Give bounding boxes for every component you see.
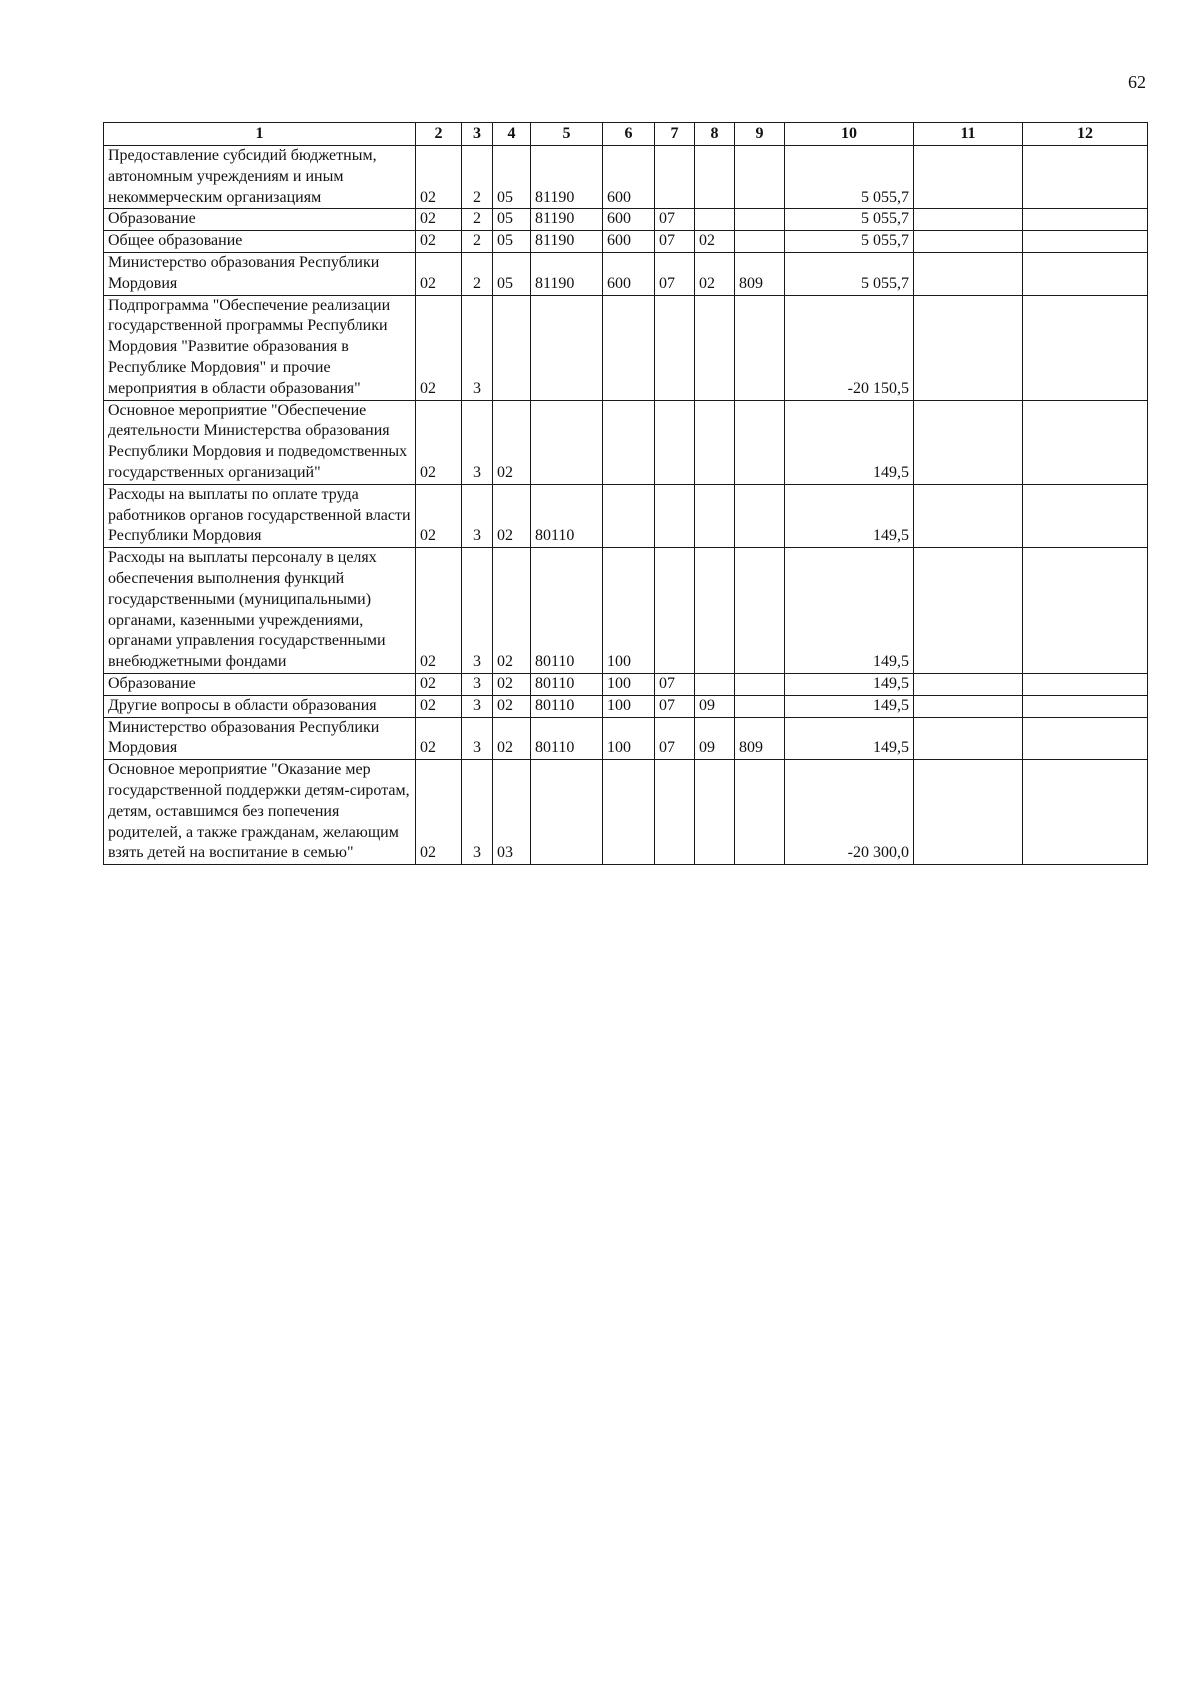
section-code-cell: 02 [416,717,462,760]
subchapter-code-cell: 09 [695,695,735,717]
subchapter-code-cell [695,295,735,400]
budget-table [103,122,1148,865]
col12-cell [1023,252,1148,295]
row-name-cell: Образование [104,209,416,231]
col12-cell [1023,295,1148,400]
row-name-cell: Подпрограмма "Обеспечение реализации государственной программы Республики Мордовия "Развитие образования в Республике Мордовия" и прочие мероприятия в области образования" [104,295,416,400]
col12-cell [1023,673,1148,695]
chapter-code-cell: 07 [655,252,695,295]
ministry-code-cell: 809 [735,252,785,295]
row-name-cell: Образование [104,673,416,695]
col11-cell [914,252,1023,295]
chapter-code-cell [655,484,695,547]
col12-cell [1023,717,1148,760]
amount-cell: 149,5 [785,400,914,484]
row-name-cell: Министерство образования Республики Мордовия [104,252,416,295]
section-code-cell: 02 [416,760,462,865]
subchapter-code-cell [695,673,735,695]
subprogram-code-cell: 3 [462,695,493,717]
table-row [104,695,1148,717]
section-code-cell: 02 [416,548,462,674]
direction-code-cell [531,295,603,400]
chapter-code-cell [655,295,695,400]
event-code-cell: 02 [493,695,531,717]
expense-type-cell: 100 [603,695,655,717]
amount-cell: -20 300,0 [785,760,914,865]
column-header: 7 [655,123,695,146]
section-code-cell: 02 [416,695,462,717]
subchapter-code-cell: 09 [695,717,735,760]
column-header: 10 [785,123,914,146]
ministry-code-cell: 809 [735,717,785,760]
event-code-cell: 02 [493,400,531,484]
subprogram-code-cell: 3 [462,484,493,547]
subprogram-code-cell: 3 [462,717,493,760]
section-code-cell: 02 [416,400,462,484]
amount-cell: 5 055,7 [785,209,914,231]
amount-cell: 149,5 [785,548,914,674]
expense-type-cell: 600 [603,146,655,209]
subchapter-code-cell [695,760,735,865]
subprogram-code-cell: 3 [462,295,493,400]
subprogram-code-cell: 3 [462,548,493,674]
column-header: 3 [462,123,493,146]
chapter-code-cell [655,548,695,674]
event-code-cell: 05 [493,231,531,253]
expense-type-cell: 600 [603,231,655,253]
col11-cell [914,484,1023,547]
col11-cell [914,717,1023,760]
subchapter-code-cell [695,400,735,484]
direction-code-cell: 81190 [531,209,603,231]
amount-cell: 149,5 [785,717,914,760]
chapter-code-cell: 07 [655,231,695,253]
direction-code-cell: 80110 [531,548,603,674]
ministry-code-cell [735,146,785,209]
column-header: 11 [914,123,1023,146]
ministry-code-cell [735,231,785,253]
amount-cell: 5 055,7 [785,146,914,209]
event-code-cell: 02 [493,717,531,760]
expense-type-cell: 100 [603,717,655,760]
direction-code-cell: 80110 [531,717,603,760]
page-number: 62 [1128,72,1146,92]
subchapter-code-cell [695,484,735,547]
direction-code-cell: 81190 [531,231,603,253]
expense-type-cell: 600 [603,209,655,231]
section-code-cell: 02 [416,146,462,209]
row-name-cell: Основное мероприятие "Оказание мер государственной поддержки детям-сиротам, детям, оставшимся без попечения родителей, а также гражданам, желающим взять детей на воспитание в семью" [104,760,416,865]
chapter-code-cell: 07 [655,673,695,695]
row-name-cell: Другие вопросы в области образования [104,695,416,717]
event-code-cell: 02 [493,548,531,674]
table-row [104,760,1148,865]
amount-cell: 5 055,7 [785,252,914,295]
table-row [104,209,1148,231]
section-code-cell: 02 [416,295,462,400]
amount-cell: 149,5 [785,673,914,695]
col12-cell [1023,209,1148,231]
table-row [104,673,1148,695]
expense-type-cell: 100 [603,548,655,674]
row-name-cell: Расходы на выплаты по оплате труда работников органов государственной власти Республики Мордовия [104,484,416,547]
chapter-code-cell: 07 [655,717,695,760]
ministry-code-cell [735,484,785,547]
event-code-cell: 02 [493,673,531,695]
column-header: 12 [1023,123,1148,146]
section-code-cell: 02 [416,252,462,295]
col12-cell [1023,695,1148,717]
event-code-cell: 02 [493,484,531,547]
ministry-code-cell [735,695,785,717]
amount-cell: 149,5 [785,484,914,547]
direction-code-cell [531,400,603,484]
event-code-cell: 05 [493,146,531,209]
ministry-code-cell [735,400,785,484]
expense-type-cell [603,760,655,865]
column-header: 6 [603,123,655,146]
event-code-cell [493,295,531,400]
direction-code-cell: 80110 [531,484,603,547]
direction-code-cell [531,760,603,865]
table-row [104,400,1148,484]
table-row [104,231,1148,253]
ministry-code-cell [735,760,785,865]
subchapter-code-cell [695,146,735,209]
section-code-cell: 02 [416,231,462,253]
row-name-cell: Предоставление субсидий бюджетным, автономным учреждениям и иным некоммерческим организациям [104,146,416,209]
subprogram-code-cell: 3 [462,760,493,865]
subprogram-code-cell: 3 [462,673,493,695]
table-row [104,484,1148,547]
section-code-cell: 02 [416,209,462,231]
col12-cell [1023,400,1148,484]
column-header: 1 [104,123,416,146]
table-row [104,146,1148,209]
ministry-code-cell [735,673,785,695]
subchapter-code-cell: 02 [695,252,735,295]
row-name-cell: Министерство образования Республики Мордовия [104,717,416,760]
ministry-code-cell [735,209,785,231]
expense-type-cell [603,400,655,484]
col12-cell [1023,548,1148,674]
col11-cell [914,146,1023,209]
amount-cell: 149,5 [785,695,914,717]
direction-code-cell: 81190 [531,146,603,209]
event-code-cell: 05 [493,209,531,231]
row-name-cell: Общее образование [104,231,416,253]
column-header: 8 [695,123,735,146]
col11-cell [914,295,1023,400]
col12-cell [1023,146,1148,209]
expense-type-cell [603,484,655,547]
col12-cell [1023,231,1148,253]
ministry-code-cell [735,295,785,400]
ministry-code-cell [735,548,785,674]
subprogram-code-cell: 2 [462,231,493,253]
column-header: 4 [493,123,531,146]
table-header-row [104,123,1148,146]
subprogram-code-cell: 3 [462,400,493,484]
subchapter-code-cell [695,548,735,674]
row-name-cell: Основное мероприятие "Обеспечение деятельности Министерства образования Республики Мордовия и подведомственных государственных организаций" [104,400,416,484]
subprogram-code-cell: 2 [462,209,493,231]
table-row [104,717,1148,760]
column-header: 5 [531,123,603,146]
event-code-cell: 05 [493,252,531,295]
amount-cell: 5 055,7 [785,231,914,253]
chapter-code-cell [655,760,695,865]
subprogram-code-cell: 2 [462,146,493,209]
col11-cell [914,695,1023,717]
direction-code-cell: 81190 [531,252,603,295]
direction-code-cell: 80110 [531,673,603,695]
direction-code-cell: 80110 [531,695,603,717]
col11-cell [914,209,1023,231]
col12-cell [1023,760,1148,865]
chapter-code-cell: 07 [655,209,695,231]
expense-type-cell: 600 [603,252,655,295]
col11-cell [914,760,1023,865]
section-code-cell: 02 [416,673,462,695]
row-name-cell: Расходы на выплаты персоналу в целях обеспечения выполнения функций государственными (муниципальными) органами, казенными учреждениями, органами управления государственными внебюджетными фондами [104,548,416,674]
column-header: 2 [416,123,462,146]
subchapter-code-cell [695,209,735,231]
col11-cell [914,548,1023,674]
col11-cell [914,231,1023,253]
subprogram-code-cell: 2 [462,252,493,295]
column-header: 9 [735,123,785,146]
col11-cell [914,673,1023,695]
col11-cell [914,400,1023,484]
expense-type-cell [603,295,655,400]
table-row [104,295,1148,400]
subchapter-code-cell: 02 [695,231,735,253]
col12-cell [1023,484,1148,547]
table-row [104,252,1148,295]
amount-cell: -20 150,5 [785,295,914,400]
expense-type-cell: 100 [603,673,655,695]
event-code-cell: 03 [493,760,531,865]
section-code-cell: 02 [416,484,462,547]
chapter-code-cell [655,146,695,209]
table-row [104,548,1148,674]
chapter-code-cell [655,400,695,484]
chapter-code-cell: 07 [655,695,695,717]
